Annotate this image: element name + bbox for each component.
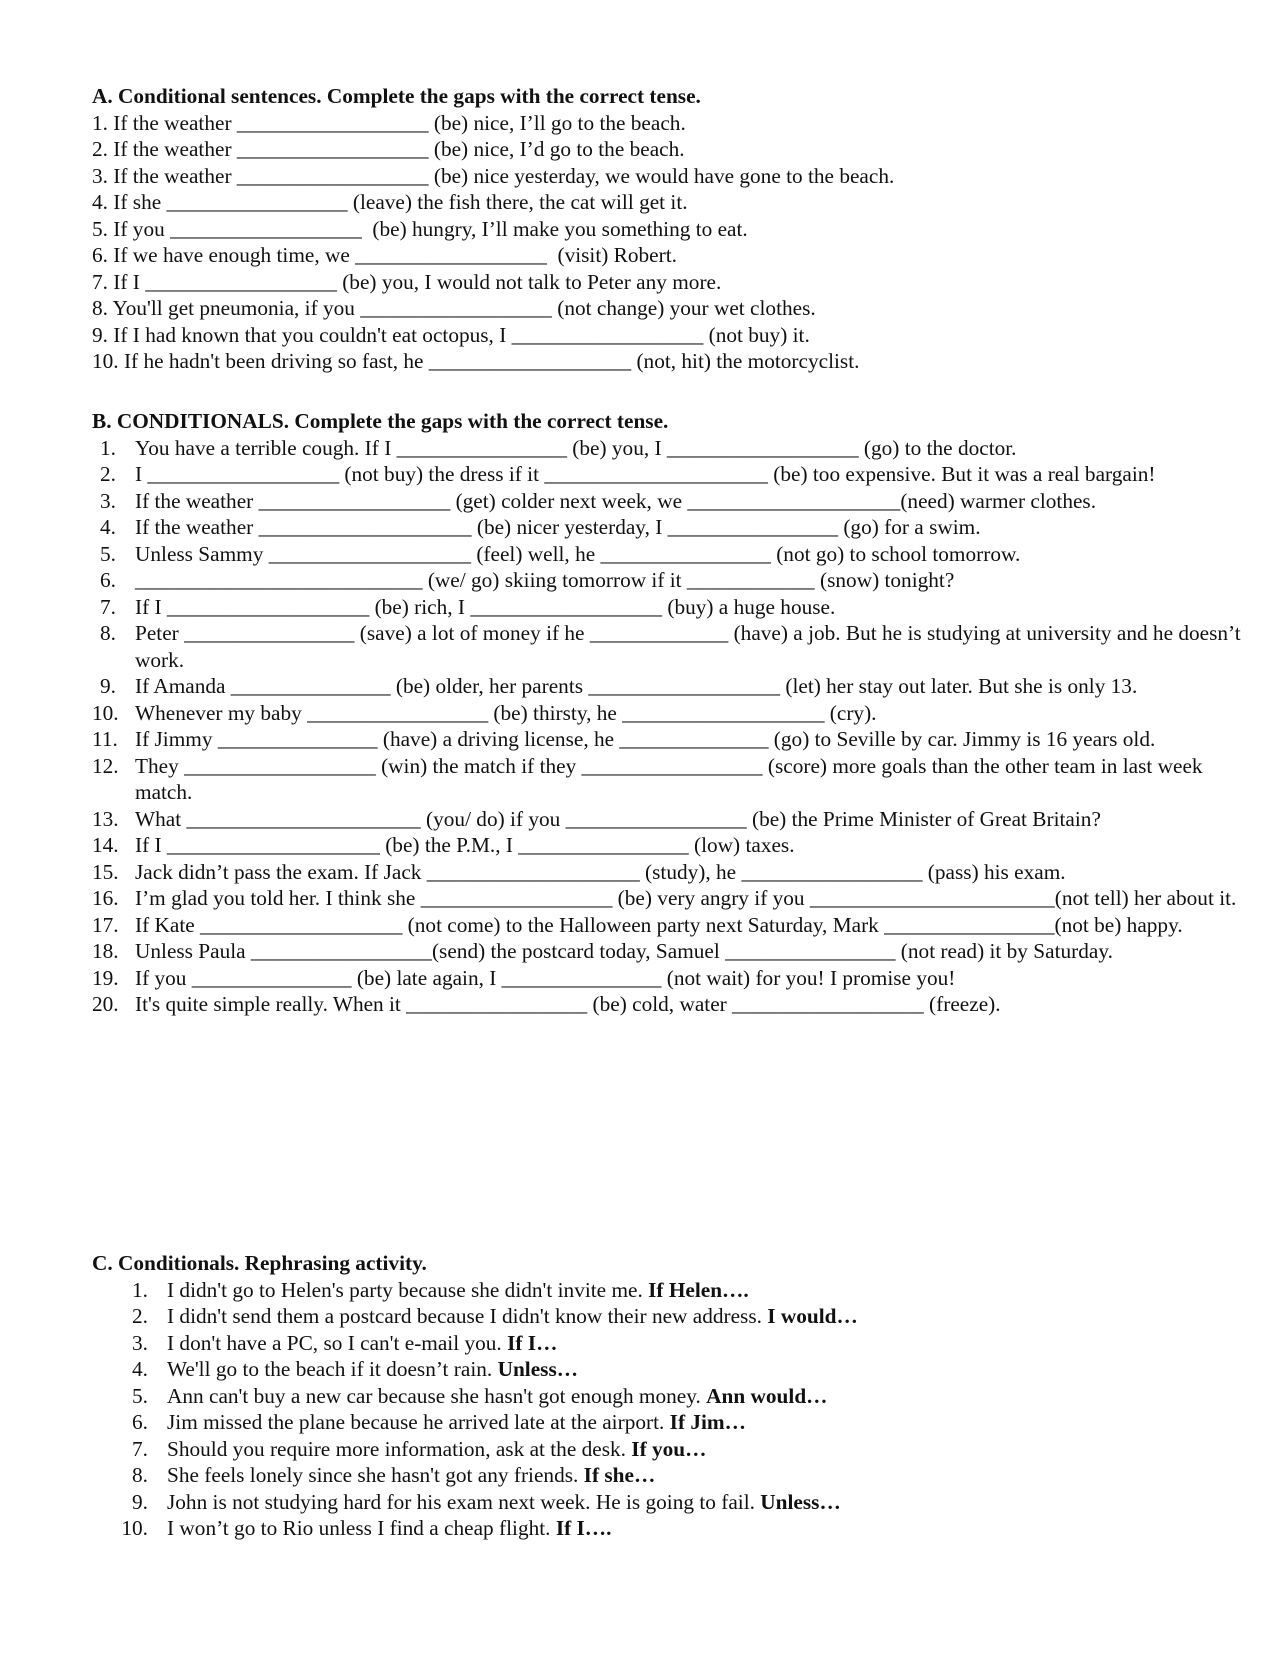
item-number: 5. <box>100 541 116 566</box>
list-item <box>92 1515 1212 1542</box>
item-number: 2. <box>100 462 116 486</box>
exercise-line: 7. If I __________________ (be) you, I would not talk to Peter any more. <box>92 269 722 294</box>
list-item <box>92 1356 1212 1383</box>
item-number: 11. <box>92 727 118 751</box>
list-item <box>92 859 1245 886</box>
item-number: 3. <box>132 1330 148 1355</box>
section-b <box>92 408 1246 1018</box>
item-text: Unless Sammy ___________________ (feel) well, he ________________ (not go) to school tomorrow. <box>135 541 1021 566</box>
item-text: Ann can't buy a new car because she hasn't got enough money. <box>167 1383 707 1408</box>
exercise-line: 10. If he hadn't been driving so fast, he ___________________ (not, hit) the motorcyclist. <box>92 349 860 373</box>
exercise-line: 5. If you __________________ (be) hungry, I’ll make you something to eat. <box>92 216 748 241</box>
list-item <box>92 832 1245 859</box>
list-item <box>92 912 1245 939</box>
item-number: 10. <box>121 1516 148 1540</box>
item-text: Jack didn’t pass the exam. If Jack ____________________ (study), he _________________ (pass) his exam. <box>135 859 1066 884</box>
item-text: It's quite simple really. When it _________________ (be) cold, water __________________ (freeze). <box>135 992 1001 1016</box>
list-item <box>92 1383 1212 1410</box>
list-item <box>92 567 1245 594</box>
item-text: Unless Paula _________________(send) the postcard today, Samuel ________________ (not read) it by Saturday. <box>135 939 1113 963</box>
list-item <box>92 1489 1212 1516</box>
item-text: They __________________ (win) the match if they _________________ (score) more goals than the other team in last week match. <box>135 753 1208 804</box>
item-text: If the weather ____________________ (be) nicer yesterday, I ________________ (go) for a swim. <box>135 515 981 539</box>
item-number: 15. <box>92 859 119 884</box>
item-number: 1. <box>132 1277 148 1302</box>
item-number: 20. <box>92 992 119 1016</box>
item-text: If I ____________________ (be) the P.M., I ________________ (low) taxes. <box>135 833 795 857</box>
item-text: John is not studying hard for his exam next week. He is going to fail. <box>167 1489 761 1514</box>
item-number: 10. <box>92 700 119 725</box>
list-item <box>92 435 1245 462</box>
item-text: Jim missed the plane because he arrived late at the airport. <box>167 1410 670 1434</box>
item-number: 13. <box>92 806 119 831</box>
item-number: 16. <box>92 886 119 910</box>
item-text: ___________________________ (we/ go) skiing tomorrow if it ____________ (snow) tonight? <box>135 568 955 592</box>
list-item <box>92 541 1245 568</box>
list-item <box>92 1330 1212 1357</box>
item-text: We'll go to the beach if it doesn’t rain. <box>167 1357 498 1381</box>
section-c <box>92 1250 1212 1542</box>
list-item <box>92 991 1245 1018</box>
item-text: If you _______________ (be) late again, I _______________ (not wait) for you! I promise you! <box>135 965 956 990</box>
item-number: 4. <box>100 515 116 539</box>
exercise-line: 6. If we have enough time, we __________________ (visit) Robert. <box>92 243 677 267</box>
list-item <box>92 1436 1212 1463</box>
item-number: 5. <box>132 1383 148 1408</box>
list-item <box>92 965 1245 992</box>
list-item <box>92 1409 1212 1436</box>
item-prompt: If she… <box>583 1463 656 1487</box>
list-item <box>92 700 1245 727</box>
list-item <box>92 673 1245 700</box>
item-number: 4. <box>132 1357 148 1381</box>
item-number: 3. <box>100 488 116 513</box>
section-b-list <box>92 435 1246 1018</box>
item-number: 8. <box>100 621 116 645</box>
item-text: She feels lonely since she hasn't got any friends. <box>167 1463 584 1487</box>
exercise-line: 8. You'll get pneumonia, if you __________________ (not change) your wet clothes. <box>92 296 816 320</box>
item-prompt: Ann would… <box>706 1383 828 1408</box>
item-number: 1. <box>100 435 116 460</box>
item-number: 17. <box>92 912 119 937</box>
item-prompt: Unless… <box>497 1357 579 1381</box>
list-item <box>92 753 1245 806</box>
list-item <box>92 938 1245 965</box>
list-item <box>92 806 1245 833</box>
exercise-line: 9. If I had known that you couldn't eat octopus, I __________________ (not buy) it. <box>92 322 810 347</box>
item-text: I won’t go to Rio unless I find a cheap flight. <box>167 1516 556 1540</box>
section-b-title: B. CONDITIONALS. Complete the gaps with the correct tense. <box>92 409 669 433</box>
item-number: 8. <box>132 1463 148 1487</box>
exercise-line: 3. If the weather __________________ (be) nice yesterday, we would have gone to the beach. <box>92 163 895 188</box>
item-text: If Jimmy _______________ (have) a driving license, he ______________ (go) to Seville by car. Jimmy is 16 years old. <box>135 727 1156 751</box>
list-item <box>92 726 1245 753</box>
item-number: 7. <box>100 594 116 619</box>
list-item <box>92 1462 1212 1489</box>
item-prompt: If Helen…. <box>648 1277 749 1302</box>
item-text: I __________________ (not buy) the dress if it _____________________ (be) too expensive. But it was a real bargain! <box>135 462 1156 486</box>
item-number: 9. <box>100 674 116 698</box>
item-prompt: If you… <box>631 1436 707 1461</box>
list-item <box>92 1277 1212 1304</box>
section-a-title: A. Conditional sentences. Complete the gaps with the correct tense. <box>92 84 701 108</box>
item-number: 7. <box>132 1436 148 1461</box>
exercise-line: 1. If the weather __________________ (be) nice, I’ll go to the beach. <box>92 110 686 135</box>
exercise-line: 4. If she _________________ (leave) the fish there, the cat will get it. <box>92 190 688 214</box>
item-text: I’m glad you told her. I think she __________________ (be) very angry if you _______________________(not tell) her about it. <box>135 886 1237 910</box>
section-a <box>92 83 1212 375</box>
item-text: Peter ________________ (save) a lot of money if he _____________ (have) a job. But he is studying at university and he doesn’t work. <box>135 621 1246 672</box>
item-number: 12. <box>92 753 119 778</box>
item-prompt: I would… <box>767 1304 858 1328</box>
item-number: 6. <box>132 1410 148 1434</box>
list-item <box>92 514 1245 541</box>
list-item <box>92 488 1245 515</box>
item-text: I don't have a PC, so I can't e-mail you. <box>167 1330 508 1355</box>
section-c-title: C. Conditionals. Rephrasing activity. <box>92 1251 427 1275</box>
item-number: 18. <box>92 939 119 963</box>
item-text: If Kate ___________________ (not come) to the Halloween party next Saturday, Mark ________________(not be) happy. <box>135 912 1183 937</box>
section-c-list <box>92 1277 1212 1542</box>
item-text: I didn't send them a postcard because I didn't know their new address. <box>167 1304 768 1328</box>
item-text: You have a terrible cough. If I ________________ (be) you, I __________________ (go) to the doctor. <box>135 435 1017 460</box>
item-number: 9. <box>132 1489 148 1514</box>
item-text: If the weather __________________ (get) colder next week, we ____________________(need) warmer clothes. <box>135 488 1097 513</box>
list-item <box>92 461 1245 488</box>
item-number: 6. <box>100 568 116 592</box>
item-text: Whenever my baby _________________ (be) thirsty, he ___________________ (cry). <box>135 700 877 725</box>
item-text: Should you require more information, ask at the desk. <box>167 1436 632 1461</box>
item-number: 19. <box>92 965 119 990</box>
list-item <box>92 885 1245 912</box>
item-text: If Amanda _______________ (be) older, her parents __________________ (let) her stay out later. But she is only 13. <box>135 674 1138 698</box>
item-text: I didn't go to Helen's party because she didn't invite me. <box>167 1277 649 1302</box>
exercise-line: 2. If the weather __________________ (be) nice, I’d go to the beach. <box>92 137 685 161</box>
list-item <box>92 620 1245 673</box>
list-item <box>92 1303 1212 1330</box>
item-prompt: Unless… <box>760 1489 841 1514</box>
item-prompt: If I…. <box>555 1516 612 1540</box>
item-text: If I ___________________ (be) rich, I __________________ (buy) a huge house. <box>135 594 836 619</box>
item-prompt: If Jim… <box>669 1410 746 1434</box>
item-number: 2. <box>132 1304 148 1328</box>
item-text: What ______________________ (you/ do) if you _________________ (be) the Prime Minister of Great Britain? <box>135 806 1101 831</box>
list-item <box>92 594 1245 621</box>
item-number: 14. <box>92 833 119 857</box>
item-prompt: If I… <box>507 1330 558 1355</box>
